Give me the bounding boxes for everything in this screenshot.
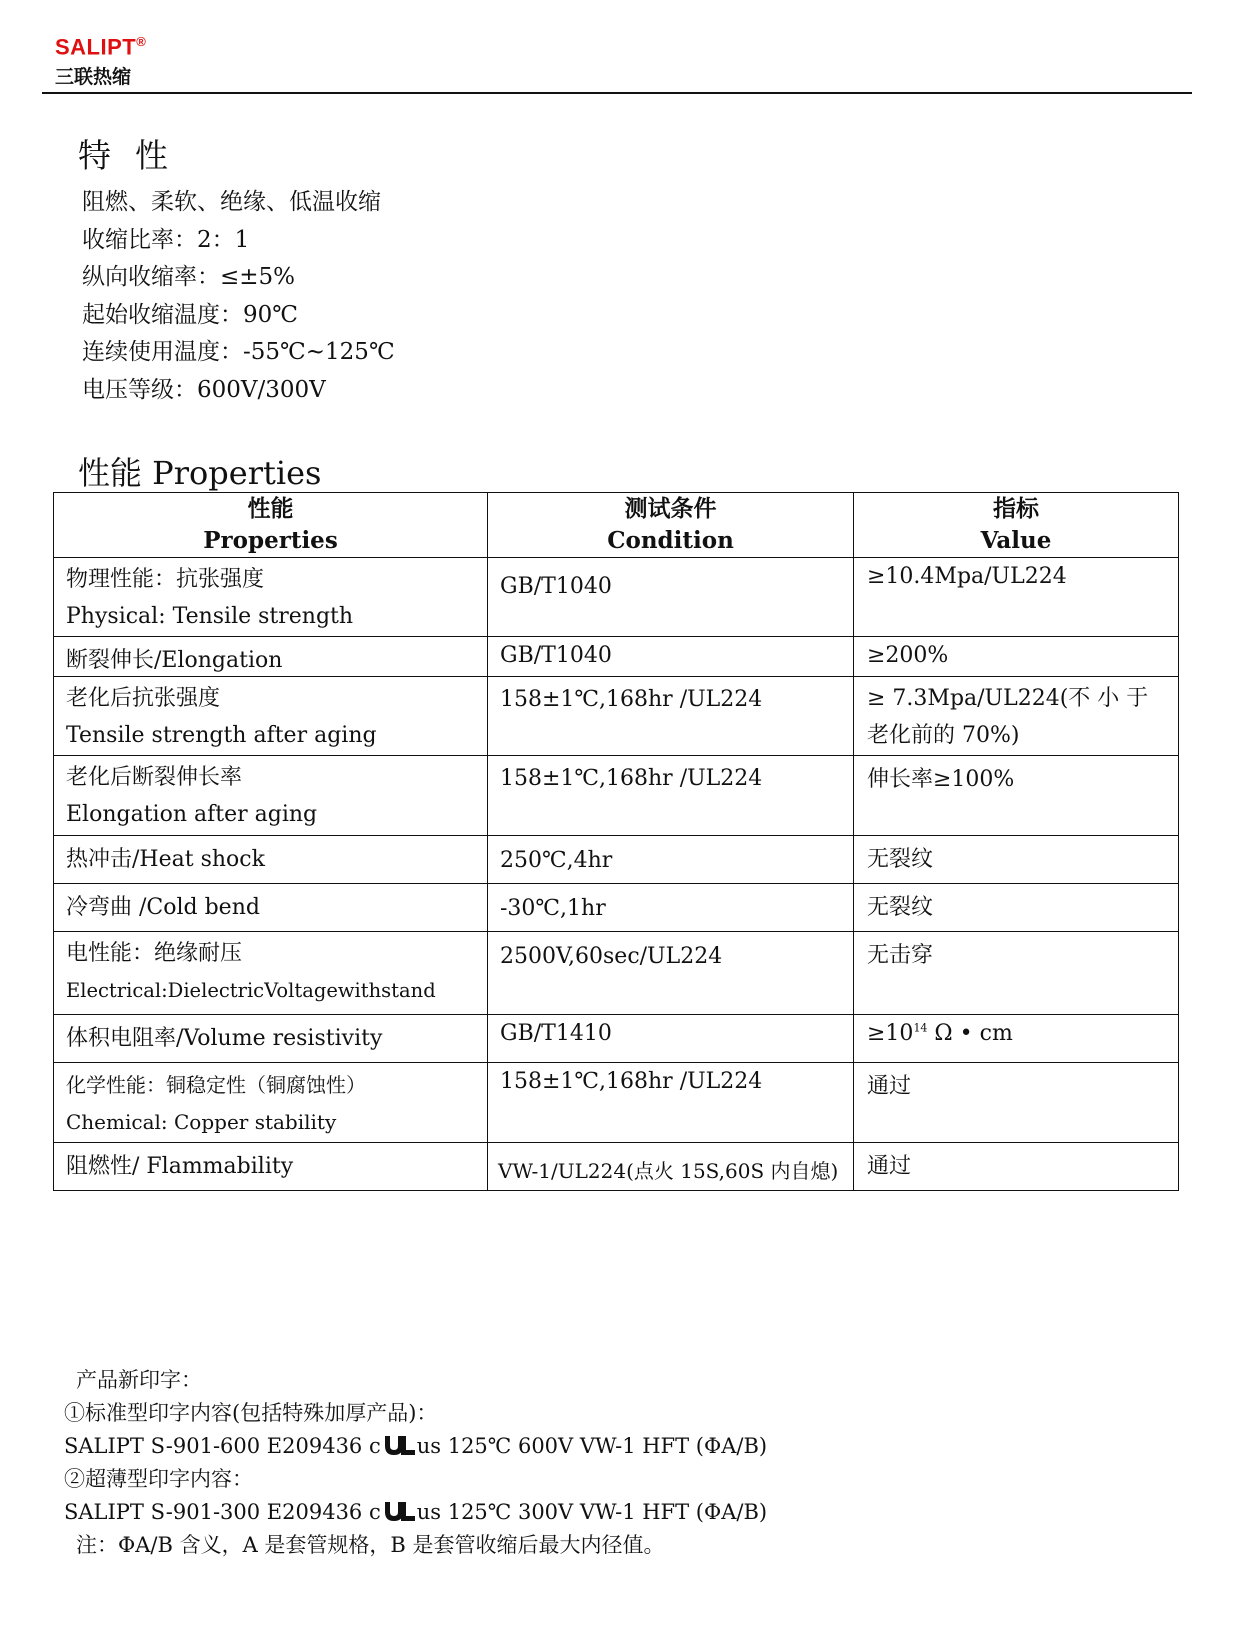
property-cell: 体积电阻率/Volume resistivity xyxy=(54,1015,488,1063)
brand-chinese-name: 三联热缩 xyxy=(55,66,132,89)
condition-cell: 158±1℃,168hr /UL224 xyxy=(488,756,854,836)
value-cell: 通过 xyxy=(854,1143,1179,1191)
value-cell: 伸长率≥100% xyxy=(854,756,1179,836)
header-value: 指标 Value xyxy=(854,493,1179,558)
property-cell: 断裂伸长/Elongation xyxy=(54,637,488,677)
table-row xyxy=(54,932,1179,1015)
value-cell: 通过 xyxy=(854,1063,1179,1143)
marking-note: 注：ΦA/B 含义，A 是套管规格，B 是套管收缩后最大内径值。 xyxy=(76,1533,665,1557)
table-header-row xyxy=(54,493,1179,558)
property-cell: 老化后断裂伸长率 Elongation after aging xyxy=(54,756,488,836)
ul-recognized-mark-icon xyxy=(381,1500,417,1522)
table-row xyxy=(54,836,1179,884)
table-row xyxy=(54,677,1179,756)
features-heading: 特性 xyxy=(78,136,192,175)
property-cell: 冷弯曲 /Cold bend xyxy=(54,884,488,932)
marking-thin-label: ②超薄型印字内容： xyxy=(64,1467,253,1491)
table-row xyxy=(54,637,1179,677)
value-cell: 无裂纹 xyxy=(854,884,1179,932)
feature-line: 起始收缩温度：90℃ xyxy=(82,301,298,328)
value-cell: ≥200% xyxy=(854,637,1179,677)
value-cell: ≥10.4Mpa/UL224 xyxy=(854,558,1179,637)
property-cell: 化学性能：铜稳定性（铜腐蚀性） Chemical: Copper stability xyxy=(54,1063,488,1143)
condition-cell: VW-1/UL224(点火 15S,60S 内自熄) xyxy=(488,1143,854,1191)
feature-line: 连续使用温度：-55℃~125℃ xyxy=(82,339,395,365)
ul-recognized-mark-icon xyxy=(381,1434,417,1456)
value-cell: 无击穿 xyxy=(854,932,1179,1015)
marking-standard-label: ①标准型印字内容(包括特殊加厚产品)： xyxy=(64,1401,438,1425)
condition-cell: GB/T1040 xyxy=(488,637,854,677)
property-cell: 物理性能：抗张强度 Physical: Tensile strength xyxy=(54,558,488,637)
marking-section xyxy=(64,1364,767,1562)
table-row xyxy=(54,1143,1179,1191)
table-row xyxy=(54,1063,1179,1143)
table-row xyxy=(54,558,1179,637)
marking-title: 产品新印字： xyxy=(76,1368,202,1392)
property-cell: 热冲击/Heat shock xyxy=(54,836,488,884)
feature-line: 阻燃、柔软、绝缘、低温收缩 xyxy=(82,189,381,215)
property-cell: 阻燃性/ Flammability xyxy=(54,1143,488,1191)
value-cell: $\ge 10^{14}$ Ω • cm xyxy=(854,1015,1179,1063)
header-divider xyxy=(42,92,1192,94)
condition-cell: 2500V,60sec/UL224 xyxy=(488,932,854,1015)
properties-table xyxy=(53,492,1179,1191)
marking-standard-text: SALIPT S-901-600 E209436 c us 125℃ 600V VW-1 HFT (ΦA/B) xyxy=(64,1434,768,1458)
feature-line: 电压等级：600V/300V xyxy=(82,376,326,403)
condition-cell: GB/T1410 xyxy=(488,1015,854,1063)
properties-heading: 性能 Properties xyxy=(78,454,322,492)
property-cell: 老化后抗张强度 Tensile strength after aging xyxy=(54,677,488,756)
table-row xyxy=(54,884,1179,932)
brand-logo: SALIPT® xyxy=(55,34,147,60)
header-properties: 性能 Properties xyxy=(54,493,488,558)
marking-thin-text: SALIPT S-901-300 E209436 c us 125℃ 300V VW-1 HFT (ΦA/B) xyxy=(64,1500,768,1524)
property-cell: 电性能：绝缘耐压 Electrical:DielectricVoltagewithstand xyxy=(54,932,488,1015)
condition-cell: 158±1℃,168hr /UL224 xyxy=(488,677,854,756)
features-list xyxy=(82,184,395,409)
table-row xyxy=(54,1015,1179,1063)
condition-cell: 158±1℃,168hr /UL224 xyxy=(488,1063,854,1143)
value-cell: ≥ 7.3Mpa/UL224(不 小 于 老化前的 70%) xyxy=(854,677,1179,756)
condition-cell: -30℃,1hr xyxy=(488,884,854,932)
condition-cell: GB/T1040 xyxy=(488,558,854,637)
brand-block xyxy=(55,34,146,89)
value-cell: 无裂纹 xyxy=(854,836,1179,884)
header-condition: 测试条件 Condition xyxy=(488,493,854,558)
feature-line: 纵向收缩率：≤±5% xyxy=(82,264,296,290)
feature-line: 收缩比率：2：1 xyxy=(82,226,250,253)
condition-cell: 250℃,4hr xyxy=(488,836,854,884)
table-row xyxy=(54,756,1179,836)
